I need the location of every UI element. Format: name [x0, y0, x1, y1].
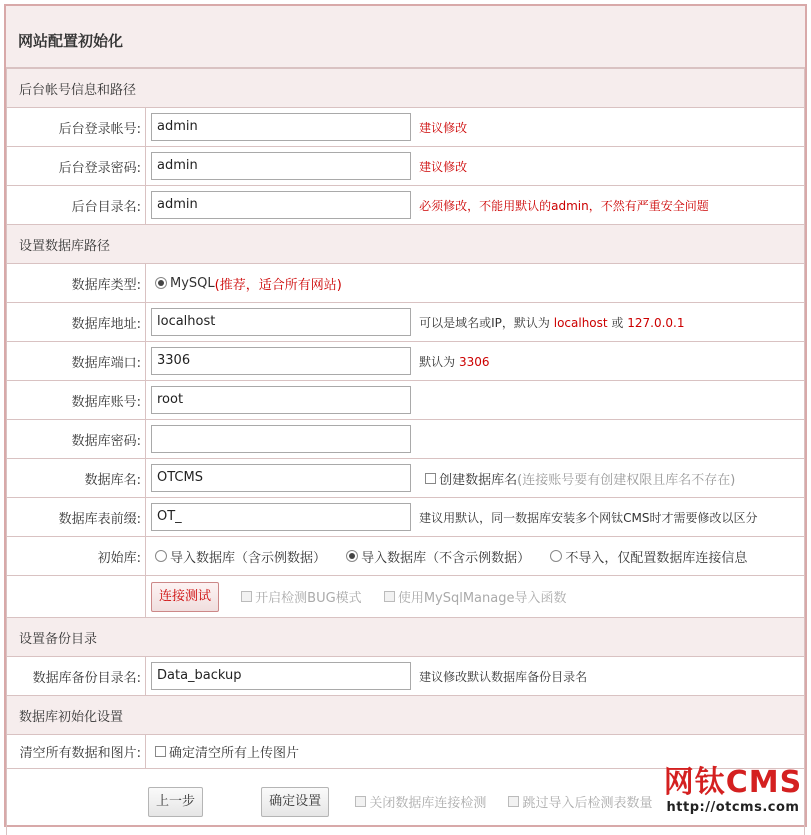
row-db-port	[7, 342, 805, 381]
create-db-checkbox[interactable]	[425, 473, 436, 484]
init-option-2-label: 导入数据库（不含示例数据）	[361, 550, 531, 566]
db-user-label: 数据库账号:	[7, 381, 146, 420]
db-host-label: 数据库地址:	[7, 303, 146, 342]
clear-images-label: 确定清空所有上传图片	[169, 746, 300, 761]
db-name-input[interactable]: OTCMS	[151, 464, 411, 492]
db-port-hint	[419, 353, 489, 370]
section-header-init	[7, 696, 805, 735]
admin-account-hint: 建议修改	[419, 120, 468, 135]
db-test-label-empty	[7, 576, 146, 618]
db-init-label: 初始库:	[7, 537, 146, 576]
db-type-label: 数据库类型:	[7, 264, 146, 303]
admin-dir-hint: 必须修改，不能用默认的admin，不然有严重安全问题	[419, 198, 709, 213]
create-db-label: 创建数据库名	[439, 472, 518, 488]
skip-check-checkbox[interactable]	[508, 796, 519, 807]
init-option-3-radio[interactable]	[550, 550, 562, 562]
row-admin-account	[7, 108, 805, 147]
row-db-type	[7, 264, 805, 303]
db-port-label: 数据库端口:	[7, 342, 146, 381]
close-check-checkbox[interactable]	[355, 796, 366, 807]
watermark-logo: 网钛CMS	[663, 765, 803, 800]
row-admin-password	[7, 147, 805, 186]
backup-dir-input[interactable]: Data_backup	[151, 662, 411, 690]
init-option-2-radio[interactable]	[346, 550, 358, 562]
section-header-db	[7, 225, 805, 264]
db-host-hint-v2: 127.0.0.1	[627, 315, 685, 330]
prev-step-button[interactable]: 上一步	[148, 787, 203, 817]
row-clear-data	[7, 735, 805, 769]
clear-images-checkbox[interactable]	[155, 746, 166, 757]
section-title: 设置备份目录	[7, 618, 805, 657]
admin-password-input[interactable]: admin	[151, 152, 411, 180]
admin-account-label: 后台登录帐号:	[7, 108, 146, 147]
bug-mode-label: 开启检测BUG模式	[255, 591, 362, 606]
watermark-url: http://otcms.com	[666, 800, 800, 815]
db-host-hint-v1: localhost	[553, 315, 608, 330]
skip-check-label: 跳过导入后检测表数量	[522, 796, 653, 812]
connection-test-button[interactable]: 连接测试	[151, 582, 219, 612]
db-port-hint-value: 3306	[458, 354, 490, 369]
row-db-prefix	[7, 498, 805, 537]
db-port-hint-prefix: 默认为	[419, 354, 459, 369]
db-type-mysql-radio[interactable]	[155, 277, 167, 289]
section-title: 设置数据库路径	[7, 225, 805, 264]
clear-data-label: 清空所有数据和图片:	[7, 735, 146, 769]
mysqlmanage-label: 使用MySqlManage导入函数	[397, 591, 567, 606]
backup-dir-hint: 建议修改默认数据库备份目录名	[419, 669, 588, 684]
db-name-label: 数据库名:	[7, 459, 146, 498]
db-user-input[interactable]: root	[151, 386, 411, 414]
row-backup-dir	[7, 657, 805, 696]
backup-dir-label: 数据库备份目录名:	[7, 657, 146, 696]
row-db-password	[7, 420, 805, 459]
row-db-init	[7, 537, 805, 576]
db-host-input[interactable]: localhost	[151, 308, 411, 336]
row-db-name	[7, 459, 805, 498]
row-db-user	[7, 381, 805, 420]
row-admin-dir	[7, 186, 805, 225]
row-db-host	[7, 303, 805, 342]
db-host-hint	[419, 314, 684, 331]
init-option-3-label: 不导入，仅配置数据库连接信息	[565, 550, 748, 566]
db-password-label: 数据库密码:	[7, 420, 146, 459]
section-title: 后台帐号信息和路径	[7, 69, 805, 108]
admin-password-label: 后台登录密码:	[7, 147, 146, 186]
db-port-input[interactable]: 3306	[151, 347, 411, 375]
row-db-test	[7, 576, 805, 618]
section-header-backup	[7, 618, 805, 657]
db-prefix-label: 数据库表前缀:	[7, 498, 146, 537]
config-form	[6, 68, 805, 835]
db-prefix-input[interactable]: OT_	[151, 503, 411, 531]
bug-mode-checkbox[interactable]	[241, 591, 252, 602]
otcms-watermark	[663, 766, 803, 822]
mysqlmanage-checkbox[interactable]	[384, 591, 395, 602]
init-option-1-radio[interactable]	[155, 550, 167, 562]
db-password-input[interactable]	[151, 425, 411, 453]
admin-password-hint: 建议修改	[419, 159, 468, 174]
confirm-settings-button[interactable]: 确定设置	[261, 787, 329, 817]
admin-dir-input[interactable]: admin	[151, 191, 411, 219]
admin-account-input[interactable]: admin	[151, 113, 411, 141]
config-panel	[4, 4, 807, 827]
db-type-mysql-label: MySQL	[170, 275, 215, 291]
page-title: 网站配置初始化	[6, 6, 805, 68]
create-db-note: (连接账号要有创建权限且库名不存在)	[517, 472, 736, 488]
db-host-hint-prefix: 可以是域名或IP，默认为	[419, 315, 554, 330]
db-host-hint-mid: 或	[607, 315, 628, 330]
db-type-note: (推荐，适合所有网站)	[214, 277, 342, 293]
close-check-label: 关闭数据库连接检测	[369, 796, 487, 812]
init-option-1-label: 导入数据库（含示例数据）	[170, 550, 327, 566]
admin-dir-label: 后台目录名:	[7, 186, 146, 225]
db-prefix-hint: 建议用默认，同一数据库安装多个网钛CMS时才需要修改以区分	[419, 510, 758, 525]
section-title: 数据库初始化设置	[7, 696, 805, 735]
section-header-admin	[7, 69, 805, 108]
